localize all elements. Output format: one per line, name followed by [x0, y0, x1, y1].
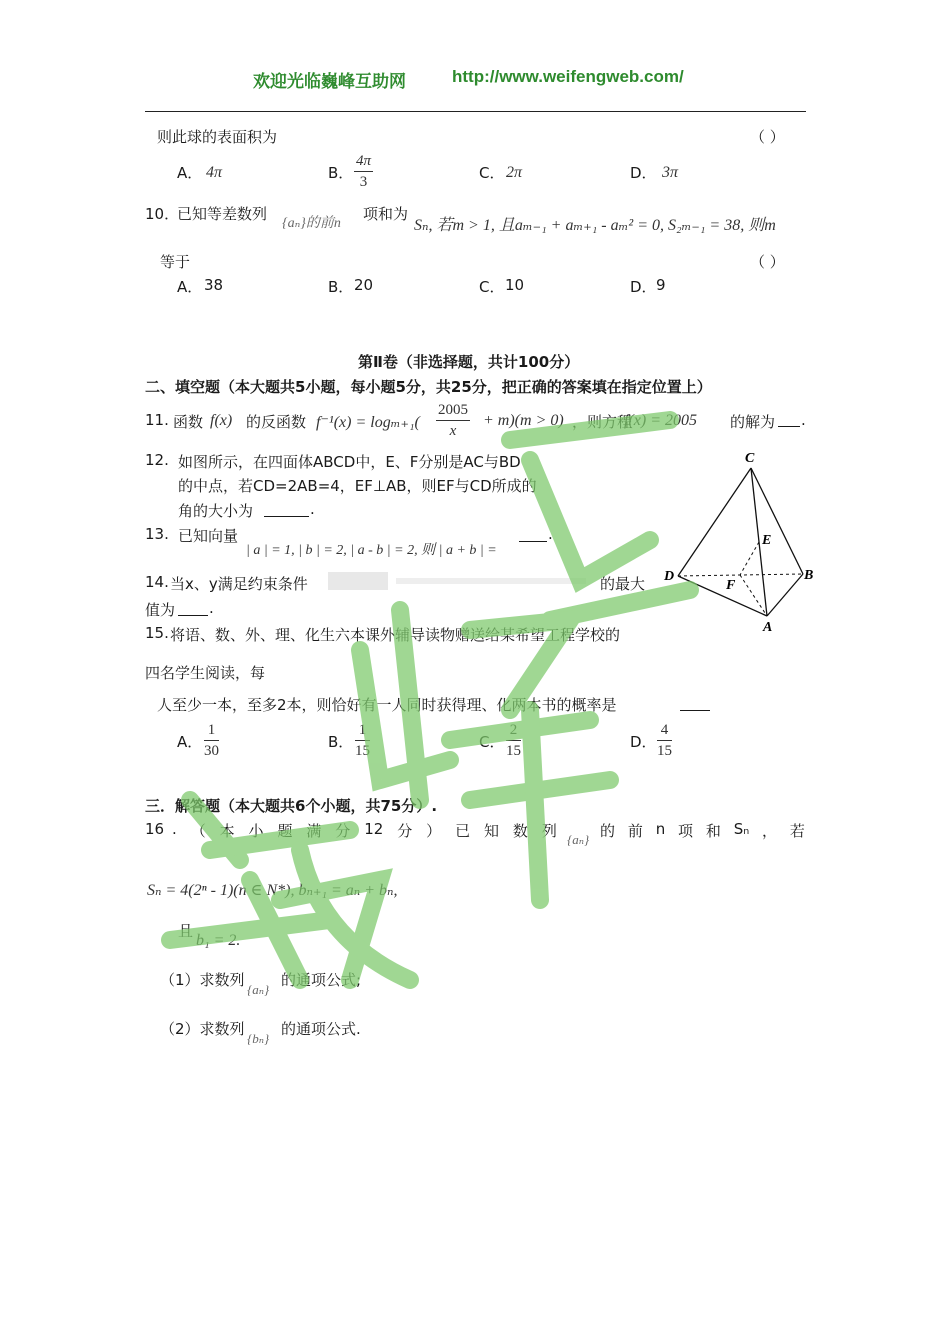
q11-fraction: [436, 400, 470, 441]
fraction-denominator: 15: [657, 743, 672, 759]
q16-b1: b₁ = 2.: [196, 932, 241, 949]
q15-option-c-label: C．: [479, 733, 505, 751]
q12-line1: 如图所示，在四面体ABCD中，E、F分别是AC与BD: [178, 453, 521, 471]
q15-option-d-label: D．: [630, 733, 657, 751]
q15-option-c-fraction: [506, 720, 521, 761]
q16-part2-set: {bₙ}: [247, 1031, 270, 1046]
q16-char: Sₙ: [733, 820, 750, 838]
q12-number: 12.: [145, 451, 169, 469]
q10-option-d-value: 9: [656, 276, 666, 294]
q16-char: ，: [762, 822, 778, 840]
section3-heading: 三．解答题（本大题共6个小题，共75分）.: [145, 797, 438, 815]
q16-char: 前: [627, 822, 643, 840]
header-site: 欢迎光临巍峰互助网: [253, 72, 406, 91]
q16-part2-tail: 的通项公式.: [281, 1020, 361, 1038]
fraction-numerator: 2: [506, 720, 521, 741]
q16-char: 和: [705, 822, 721, 840]
q12-end: .: [310, 500, 315, 518]
q16-char: 若: [789, 822, 805, 840]
vertex-label-f: F: [726, 578, 736, 593]
fraction-numerator: 2005: [436, 400, 470, 421]
q9-paren: （ ）: [750, 128, 785, 146]
q15-number: 15.: [145, 624, 169, 642]
q13-stem: 已知向量: [178, 527, 239, 545]
fraction-denominator: 30: [204, 743, 219, 759]
q15-line3: 人至少一本，至多2本，则恰好有一人同时获得理、化两本书的概率是: [157, 696, 617, 714]
q16-char: ）: [426, 822, 442, 840]
q11-stem-a: 函数: [173, 413, 204, 431]
q15-answer-blank[interactable]: [680, 710, 710, 711]
fraction-denominator: 15: [506, 743, 521, 759]
q13-answer-blank[interactable]: [519, 541, 547, 542]
q9-option-c-label: C．: [479, 164, 505, 182]
q16-char: 数: [512, 822, 528, 840]
q16-char: 12: [364, 820, 384, 838]
vertex-label-d: D: [664, 569, 675, 584]
q15-option-d-fraction: [657, 720, 672, 761]
q14-end: .: [209, 599, 214, 617]
q9-option-d-value: 3π: [662, 164, 679, 181]
q16-char: n: [655, 820, 666, 838]
q16-char: .: [172, 820, 177, 838]
q13-end: .: [548, 525, 553, 543]
q15-option-b-fraction: [355, 720, 370, 761]
vertex-label-e: E: [762, 533, 772, 548]
q9-option-c-value: 2π: [506, 164, 523, 181]
q15-line2: 四名学生阅读，每: [145, 664, 266, 682]
q11-math-d: f(x) = 2005: [624, 412, 697, 429]
q12-line3: 角的大小为: [178, 502, 254, 520]
q14-answer-blank[interactable]: [178, 615, 208, 616]
fraction-denominator: 3: [359, 174, 368, 190]
vertex-label-c: C: [745, 451, 755, 466]
q10-option-b-value: 20: [354, 276, 374, 294]
q16-char: 本: [219, 822, 235, 840]
q10-option-c-label: C．: [479, 278, 505, 296]
section2-heading: 二、填空题（本大题共5小题，每小题5分，共25分，把正确的答案填在指定位置上）: [145, 378, 712, 396]
q16-char: 项: [678, 822, 694, 840]
q13-number: 13.: [145, 525, 169, 543]
edge-ab: [767, 574, 803, 616]
q10-stem-c: 等于: [160, 253, 191, 271]
q10-stem-a: 已知等差数列: [177, 205, 268, 223]
q16-char: 题: [277, 822, 293, 840]
q11-stem-c: ，则方程: [572, 413, 633, 431]
watermark-logo: [150, 380, 710, 1000]
q16-part1-tail: 的通项公式;: [281, 971, 362, 989]
fraction-denominator: x: [449, 423, 457, 439]
q15-line1: 将语、数、外、理、化生六本课外辅导读物赠送给某希望工程学校的: [170, 626, 621, 644]
q9-option-a-label: A．: [177, 164, 203, 182]
q10-option-d-label: D．: [630, 278, 657, 296]
vertex-label-b: B: [804, 568, 814, 583]
q16-char: 分: [335, 822, 351, 840]
q16-part1-label: （1）求数列: [160, 971, 245, 989]
section2-title: 第Ⅱ卷（非选择题，共计100分）: [358, 353, 580, 371]
q11-math-a: f(x): [210, 412, 233, 429]
q15-option-b-label: B．: [328, 733, 354, 751]
q14-line2: 值为: [145, 601, 176, 619]
q16-char: （: [190, 822, 206, 840]
fraction-denominator: 15: [355, 743, 370, 759]
q16-char: 列: [541, 822, 557, 840]
q16-line1-justified: [172, 820, 557, 841]
q15-option-a-label: A．: [177, 733, 203, 751]
q11-stem-d: 的解为: [730, 413, 776, 431]
q16-char: 满: [306, 822, 322, 840]
q16-line1-tail: [600, 820, 805, 841]
q11-end: .: [801, 411, 806, 429]
segment-ef-hidden: [740, 542, 759, 575]
q15-option-a-fraction: [204, 720, 219, 761]
q14-stem-b: 的最大: [600, 575, 646, 593]
q11-stem-b: 的反函数: [246, 413, 307, 431]
q10-number: 10．: [145, 205, 180, 223]
q9-option-b-fraction: [354, 151, 373, 192]
q12-line2: 的中点，若CD=2AB=4，EF⊥AB，则EF与CD所成的: [178, 477, 537, 495]
q16-number: 16: [145, 820, 165, 838]
fraction-numerator: 4: [657, 720, 672, 741]
q14-constraint-image-placeholder: [326, 568, 596, 594]
q16-char: 的: [600, 822, 616, 840]
q16-part1-set: {aₙ}: [247, 982, 270, 997]
q14-number: 14.: [145, 573, 169, 591]
edge-cd: [678, 468, 751, 576]
q13-math: | a | = 1, | b | = 2, | a - b | = 2, 则 | a + b | =: [246, 543, 497, 558]
fraction-numerator: 4π: [354, 151, 373, 172]
q11-math-c: + m)(m > 0): [483, 412, 564, 429]
q16-char: 分: [397, 822, 413, 840]
q11-number: 11.: [145, 411, 169, 429]
header-url[interactable]: http://www.weifengweb.com/: [452, 67, 684, 86]
q10-math-a: {aₙ}的前n: [282, 216, 341, 231]
q16-part2-label: （2）求数列: [160, 1020, 245, 1038]
q10-stem-b: 项和为: [363, 205, 409, 223]
q14-stem-a: 当x、y满足约束条件: [170, 575, 308, 593]
vertex-label-a: A: [763, 620, 773, 635]
fraction-numerator: 1: [355, 720, 370, 741]
q16-char: 知: [483, 822, 499, 840]
q11-answer-blank[interactable]: [778, 426, 800, 427]
tetrahedron-figure: [660, 448, 820, 638]
q10-option-b-label: B．: [328, 278, 354, 296]
q9-option-b-label: B．: [328, 164, 354, 182]
q10-math-b: Sₙ, 若m > 1, 且aₘ₋₁ + aₘ₊₁ - aₘ² = 0, S₂ₘ₋₁ = 38, 则m: [414, 217, 776, 234]
edge-cb: [751, 468, 803, 574]
q10-option-a-value: 38: [204, 276, 224, 294]
q11-math-b: f⁻¹(x) = logₘ₊₁(: [316, 414, 420, 431]
q9-option-a-value: 4π: [206, 164, 223, 181]
q16-formula: Sₙ = 4(2ⁿ - 1)(n ∈ N*), bₙ₊₁ = aₙ + bₙ,: [147, 882, 398, 899]
header-divider: [145, 111, 806, 112]
q16-char: 已: [455, 822, 471, 840]
q9-option-d-label: D．: [630, 164, 657, 182]
q10-option-c-value: 10: [505, 276, 525, 294]
q9-stem: 则此球的表面积为: [157, 128, 278, 146]
fraction-numerator: 1: [204, 720, 219, 741]
q12-answer-blank[interactable]: [264, 516, 309, 517]
q16-char: 小: [248, 822, 264, 840]
q10-paren: （ ）: [750, 253, 785, 271]
q10-option-a-label: A．: [177, 278, 203, 296]
q16-sequence-a: {aₙ}: [567, 832, 590, 847]
q16-qie: 且: [178, 922, 194, 940]
